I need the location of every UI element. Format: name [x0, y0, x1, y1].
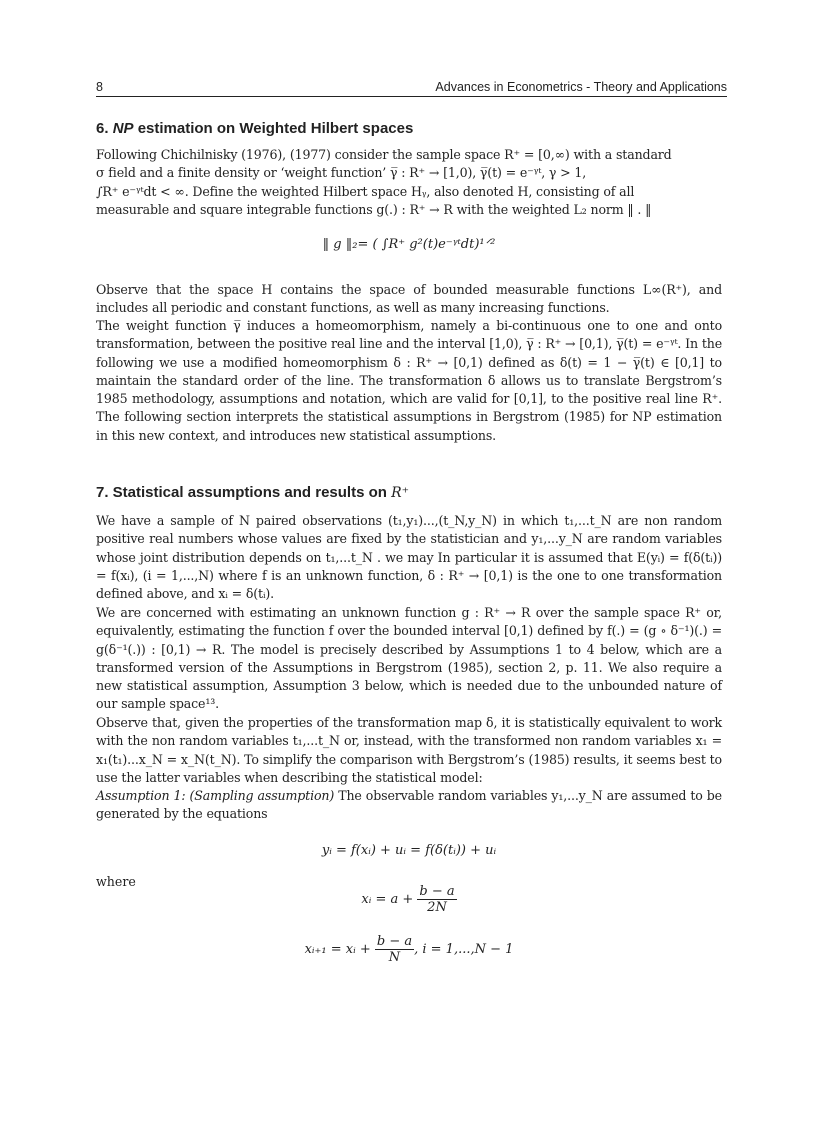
- x-i-plus-1-denominator: N: [388, 950, 401, 965]
- running-title: Advances in Econometrics - Theory and Applications: [435, 80, 727, 94]
- x-i-denominator: 2N: [427, 900, 447, 915]
- running-header: [96, 78, 727, 97]
- where-label: where: [96, 874, 136, 889]
- section-7-title-symbol: R⁺: [391, 485, 410, 501]
- section-6-paragraph-1: [96, 146, 722, 219]
- section-6-title: estimation on Weighted Hilbert spaces: [133, 120, 414, 137]
- section-7-paragraph-1: We have a sample of N paired observations (t₁,y₁)...,(t_N,y_N) in which t₁,...t_N are non random positive real numbers whose values are fixed by the statistician and y₁,...y_N are random variables whose joint distribution depends on t₁,...t_N . we may In particular it is assumed that E(yᵢ) = f(δ(tᵢ)) = f(xᵢ), (i = 1,...,N) where f is an unknown function, δ : R⁺ → [0,1) is the one to one transformation defined above, and xᵢ = δ(tᵢ).: [96, 513, 722, 602]
- x-i-plus-1-fraction: [375, 934, 414, 965]
- section-6-title-italic: NP: [112, 120, 134, 137]
- sampling-equation: yᵢ = f(xᵢ) + uᵢ = f(δ(tᵢ)) + uᵢ: [321, 843, 497, 858]
- page-number: 8: [96, 80, 103, 94]
- section-7-paragraph-2: We are concerned with estimating an unknown function g : R⁺ → R over the sample space R⁺ or, equivalently, estimating the function f over the bounded interval [0,1) defined by f(.) = (g ∘ δ⁻¹)(.) = g(δ⁻¹(.)) : [0,1) → R. The model is precisely described by Assumptions 1 to 4 below, which are a transformed version of the Assumptions in Bergstrom (1985), section 2, p. 11. We also require a new statistical assumption, Assumption 3 below, which is needed due to the unbounded nature of our sample space¹³.: [96, 605, 722, 712]
- x-i-plus-1-range: , i = 1,...,N − 1: [414, 942, 514, 957]
- assumption-1-label: Assumption 1: (Sampling assumption): [96, 788, 335, 803]
- x-i-lhs: xᵢ = a +: [361, 892, 414, 907]
- x-i-equation: [96, 884, 722, 915]
- x-i-plus-1-lhs: xᵢ₊₁ = xᵢ +: [304, 942, 371, 957]
- p1-line-2: σ field and a finite density or ‘weight function’ γ̅ : R⁺ → [1,0), γ̅(t) = e⁻ᵞᵗ, γ > 1,: [96, 165, 587, 181]
- section-7-heading: [96, 484, 409, 501]
- x-i-plus-1-numerator: b − a: [376, 934, 413, 949]
- x-i-fraction: [417, 884, 456, 915]
- section-6-paragraph-2: Observe that the space H contains the space of bounded measurable functions L∞(R⁺), and includes all periodic and constant functions, as well as many increasing functions.: [96, 282, 722, 316]
- p1-line-4: measurable and square integrable functions g(.) : R⁺ → R with the weighted L₂ norm ‖ . ‖: [96, 201, 652, 217]
- section-6-heading: [96, 120, 413, 137]
- assumption-1-text: The observable random variables y₁,...y_N are assumed to be generated by the equations: [96, 788, 722, 822]
- section-7-paragraph-3: Observe that, given the properties of the transformation map δ, it is statistically equivalent to work with the non random variables t₁,...t_N or, instead, with the transformed non random variables x₁ = x₁(t₁)...x_N = x_N(t_N). To simplify the comparison with Bergstrom’s (1985) results, it seems best to use the latter variables when describing the statistical model:: [96, 715, 722, 785]
- p1-line-1: Following Chichilnisky (1976), (1977) consider the sample space R⁺ = [0,∞) with a standard: [96, 147, 672, 162]
- x-i-numerator: b − a: [419, 884, 455, 899]
- section-6-paragraph-3: The weight function γ̅ induces a homeomorphism, namely a bi-continuous one to one and onto transformation, between the positive real line and the interval [1,0), γ̅ : R⁺ → [0,1), γ̅(t) = e⁻ᵞᵗ. In the following we use a modified homeomorphism δ : R⁺ → [0,1) defined as δ(t) = 1 − γ̅(t) ∈ [0,1] to maintain the standard order of the line. The transformation δ allows us to translate Bergstrom’s 1985 methodology, assumptions and notation, which are valid for [0,1], to the positive real line R⁺. The following section interprets the statistical assumptions in Bergstrom (1985) for NP estimation in this new context, and introduces new statistical assumptions.: [96, 318, 722, 443]
- p1-line-3: ∫R⁺ e⁻ᵞᵗdt < ∞. Define the weighted Hilbert space Hᵧ, also denoted H, consisting of all: [96, 183, 635, 199]
- assumption-1: [96, 787, 722, 824]
- section-6-number: 6.: [96, 120, 109, 137]
- section-7-title: 7. Statistical assumptions and results on: [96, 484, 392, 501]
- x-i-plus-1-equation: [96, 934, 722, 965]
- norm-equation: ‖ g ‖₂= ( ∫R⁺ g²(t)e⁻ᵞᵗdt)¹ᐟ²: [322, 237, 496, 252]
